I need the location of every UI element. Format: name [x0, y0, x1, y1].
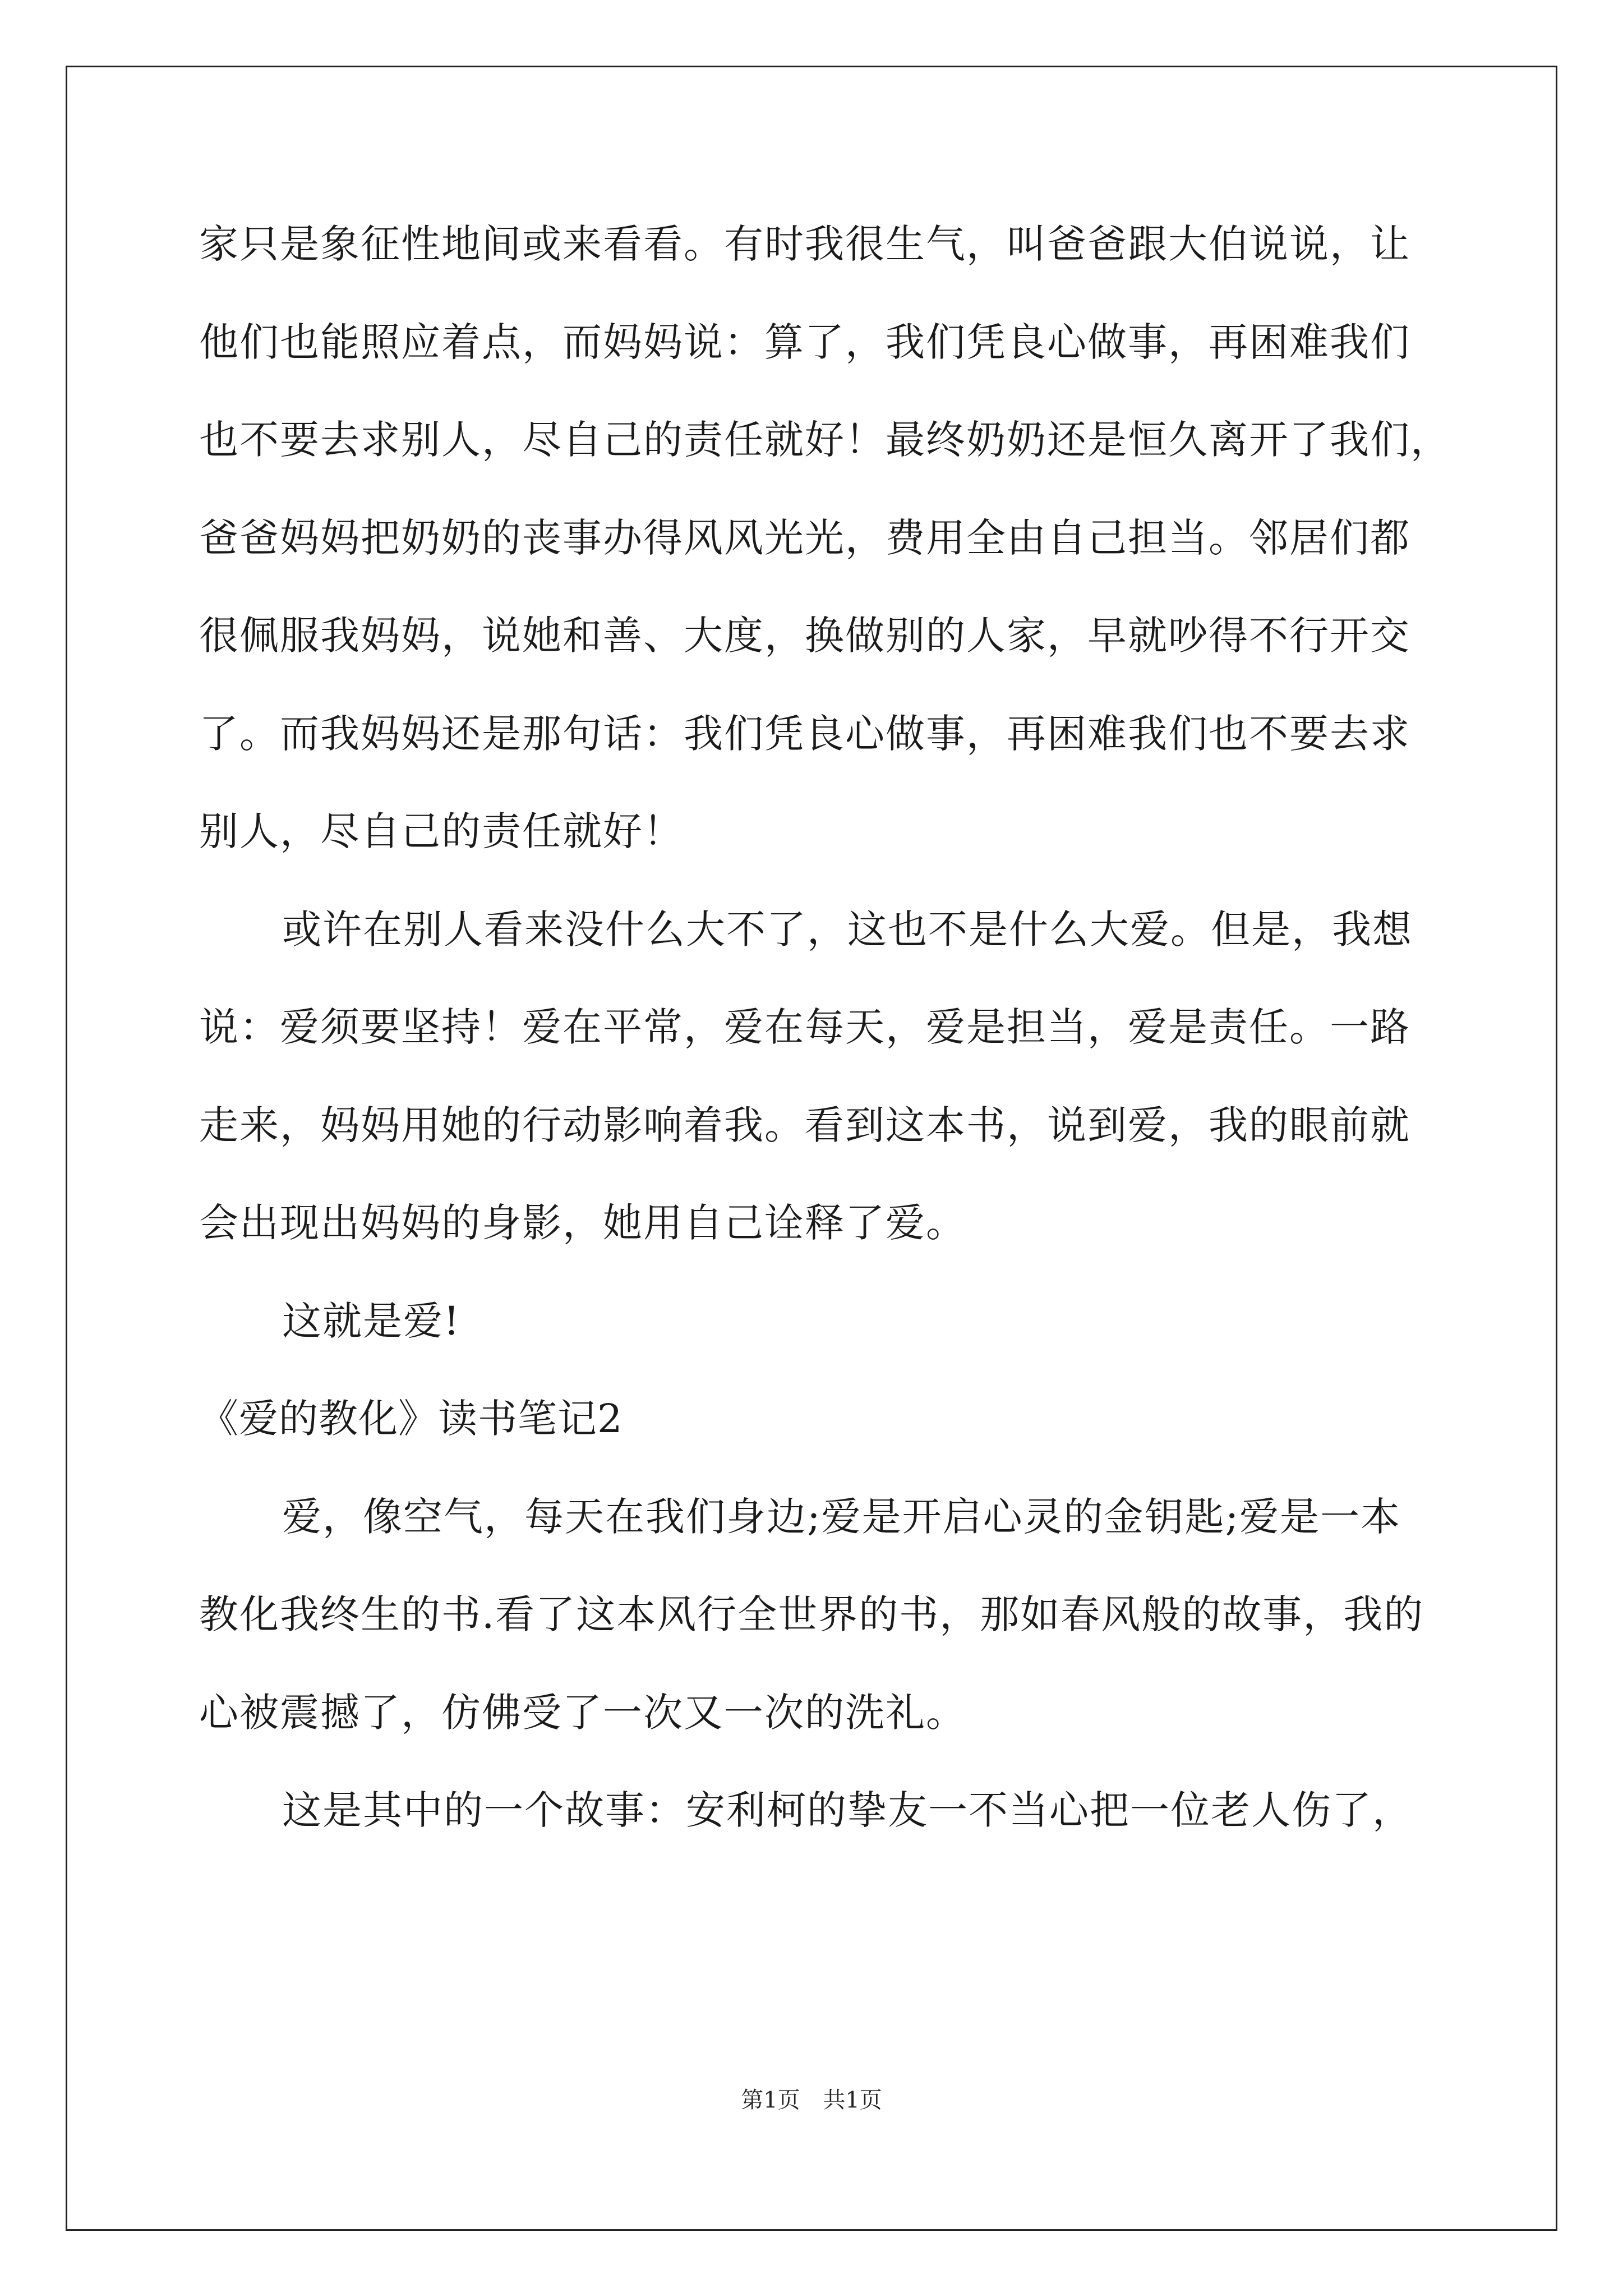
paragraph-start-line: 这就是爱! — [282, 1297, 461, 1344]
text-line: 了。而我妈妈还是那句话：我们凭良心做事，再困难我们也不要去求 — [199, 710, 1410, 757]
text-line: 也不要去求别人，尽自己的责任就好！最终奶奶还是恒久离开了我们， — [199, 417, 1451, 463]
text-line: 说：爱须要坚持！爱在平常，爱在每天，爱是担当，爱是责任。一路 — [199, 1004, 1410, 1050]
paragraph-start-line: 这是其中的一个故事：安利柯的挚友一不当心把一位老人伤了， — [282, 1787, 1413, 1833]
page-footer — [0, 2088, 1623, 2113]
text-line: 会出现出妈妈的身影，她用自己诠释了爱。 — [199, 1200, 966, 1246]
text-line: 教化我终生的书.看了这本风行全世界的书，那如春风般的故事，我的 — [199, 1591, 1424, 1637]
text-line: 他们也能照应着点，而妈妈说：算了，我们凭良心做事，再困难我们 — [199, 319, 1410, 365]
paragraph-start-line: 或许在别人看来没什么大不了，这也不是什么大爱。但是，我想 — [282, 906, 1413, 953]
paragraph-start-line: 爱，像空气，每天在我们身边;爱是开启心灵的金钥匙;爱是一本 — [282, 1493, 1401, 1540]
text-line: 别人，尽自己的责任就好！ — [199, 808, 684, 854]
page-number-total: 共1页 — [823, 2087, 882, 2113]
text-line: 爸爸妈妈把奶奶的丧事办得风风光光，费用全由自己担当。邻居们都 — [199, 514, 1410, 561]
text-line: 很佩服我妈妈，说她和善、大度，换做别的人家，早就吵得不行开交 — [199, 613, 1410, 659]
section-heading: 《爱的教化》读书笔记2 — [199, 1396, 623, 1442]
text-line: 走来，妈妈用她的行动影响着我。看到这本书，说到爱，我的眼前就 — [199, 1102, 1410, 1148]
document-body — [199, 221, 1451, 1889]
text-line: 心被震撼了，仿佛受了一次又一次的洗礼。 — [199, 1689, 966, 1736]
page-number-current: 第1页 — [741, 2087, 800, 2113]
text-line: 家只是象征性地间或来看看。有时我很生气，叫爸爸跟大伯说说，让 — [199, 221, 1410, 267]
